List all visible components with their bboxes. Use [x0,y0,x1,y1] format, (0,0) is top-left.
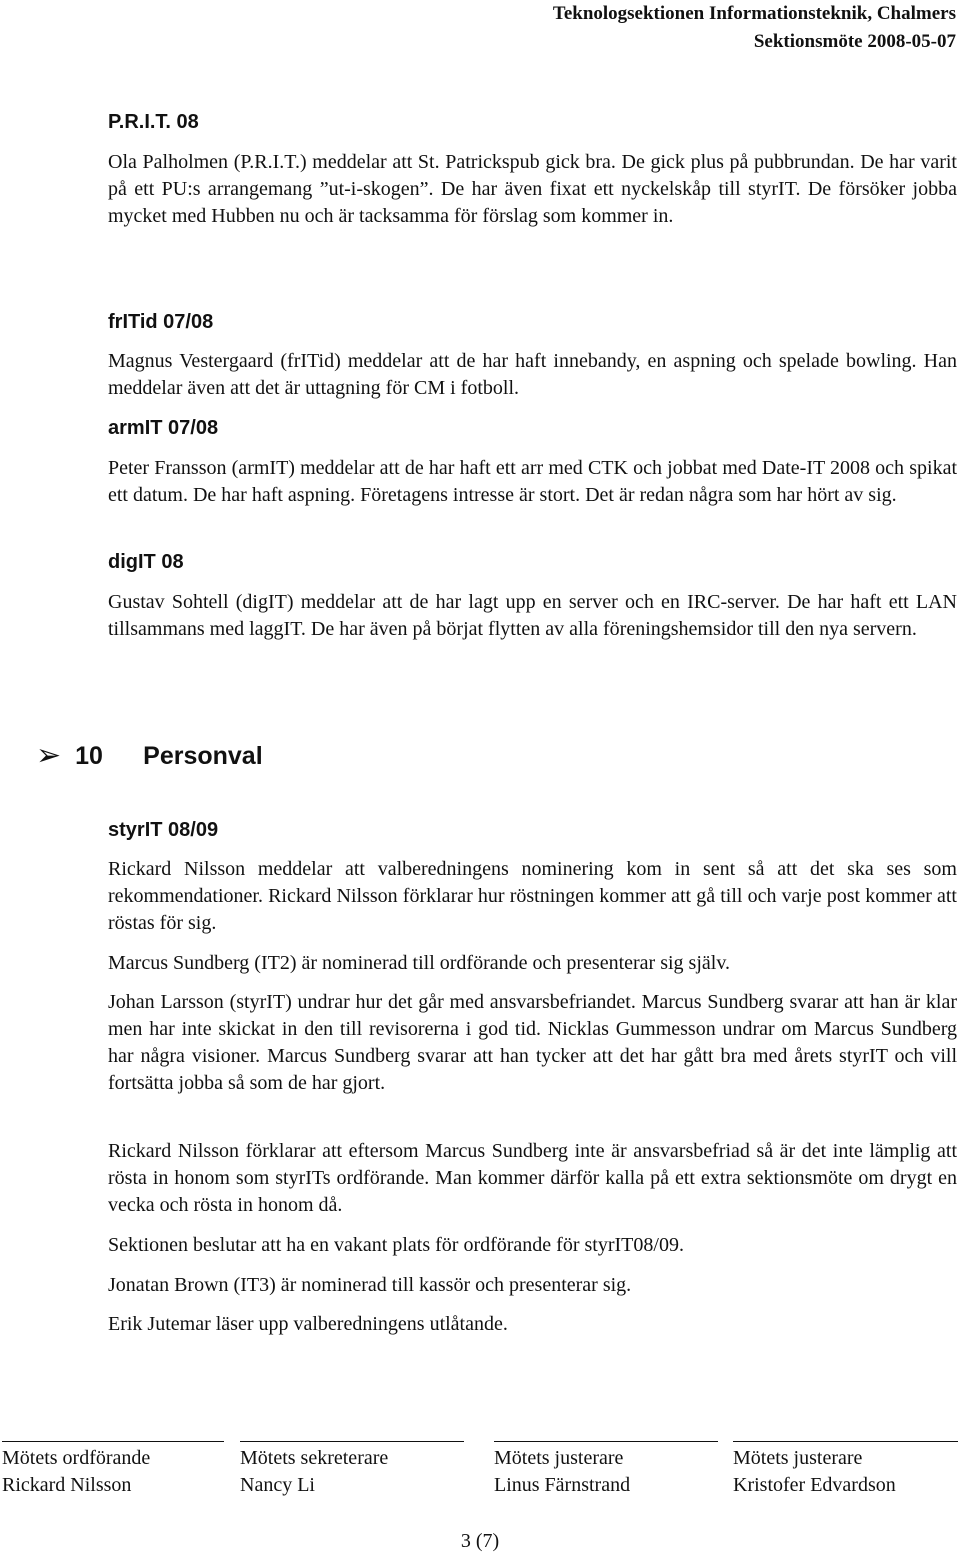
signature-chair [2,1445,150,1499]
signature-name: Nancy Li [240,1474,315,1496]
document-header [553,0,956,56]
signature-name: Kristofer Edvardson [733,1474,896,1496]
signature-role: Mötets justerare [733,1447,863,1469]
section-title-digit: digIT 08 [108,551,184,573]
styrit-paragraph-1: Rickard Nilsson meddelar att valberedningens nominering kom in sent så att det ska ses som rekommendationer. Rickard Nilsson förklarar hur röstningen kommer att gå till och varje post kommer att röstas för sig. [108,858,957,934]
styrit-paragraph-3: Johan Larsson (styrIT) undrar hur det går med ansvarsbefriandet. Marcus Sundberg svarar att han är klar men har inte skickat in den till revisorerna i god tid. Nicklas Gummesson undrar om Marcus Sundberg har några visioner. Marcus Sundberg svarar att han tycker att det har gått bra med årets styrIT och vill fortsätta jobba så som de har gjort. [108,991,957,1094]
header-meeting-date: Sektionsmöte 2008-05-07 [753,31,956,52]
signature-line [494,1441,718,1442]
signature-line [733,1441,958,1442]
signature-role: Mötets justerare [494,1447,624,1469]
heading-number: 10 [75,742,103,770]
heading-title: Personval [143,742,263,770]
page-number: 3 (7) [460,1530,500,1552]
signature-name: Linus Färnstrand [494,1474,631,1496]
styrit-paragraph-4: Rickard Nilsson förklarar att eftersom Marcus Sundberg inte är ansvarsbefriad så är det inte lämplig att rösta in honom som styrITs ordförande. Man kommer därför kalla på ett extra sektionsmöte om drygt en vecka och rösta in honom då. [108,1140,957,1216]
signature-adjuster-2 [733,1445,896,1499]
main-heading [36,740,263,772]
signature-secretary [240,1445,388,1499]
signature-name: Rickard Nilsson [2,1474,132,1496]
signature-role: Mötets sekreterare [240,1447,389,1469]
signature-line [2,1441,224,1442]
header-organization: Teknologsektionen Informationsteknik, Chalmers [552,3,956,24]
section-text-armit: Peter Fransson (armIT) meddelar att de har haft ett arr med CTK och jobbat med Date-IT 2008 och spikat ett datum. De har haft aspning. Företagens intresse är stort. Det är redan några som har hört av sig. [108,457,957,506]
signature-adjuster-1 [494,1445,630,1499]
styrit-paragraph-2: Marcus Sundberg (IT2) är nominerad till ordförande och presenterar sig själv. [108,952,731,974]
section-title-prit: P.R.I.T. 08 [108,111,199,133]
styrit-paragraph-6: Jonatan Brown (IT3) är nominerad till kassör och presenterar sig. [108,1274,632,1296]
arrow-bullet-icon: ➢ [36,739,62,772]
styrit-paragraph-5: Sektionen beslutar att ha en vakant plats för ordförande för styrIT08/09. [108,1234,684,1256]
section-text-prit: Ola Palholmen (P.R.I.T.) meddelar att St. Patrickspub gick bra. De gick plus på pubbrundan. De har varit på ett PU:s arrangemang ”ut-i-skogen”. De har även fixat ett nyckelskåp till styrIT. De försöker jobba mycket med Hubben nu och är tacksamma för förslag som kommer in. [108,151,957,227]
section-title-styrit: styrIT 08/09 [108,819,219,841]
section-title-fritid: frITid 07/08 [108,311,214,333]
section-text-fritid: Magnus Vestergaard (frITid) meddelar att de har haft innebandy, en aspning och spelade bowling. Han meddelar även att det är uttagning för CM i fotboll. [108,350,957,399]
section-title-armit: armIT 07/08 [108,417,219,439]
signature-line [240,1441,464,1442]
styrit-paragraph-7: Erik Jutemar läser upp valberedningens utlåtande. [108,1313,508,1335]
signature-role: Mötets ordförande [2,1447,151,1469]
section-text-digit: Gustav Sohtell (digIT) meddelar att de har lagt upp en server och en IRC-server. De har haft ett LAN tillsammans med laggIT. De har även på börjat flytten av alla föreningshemsidor till den nya servern. [108,591,957,640]
